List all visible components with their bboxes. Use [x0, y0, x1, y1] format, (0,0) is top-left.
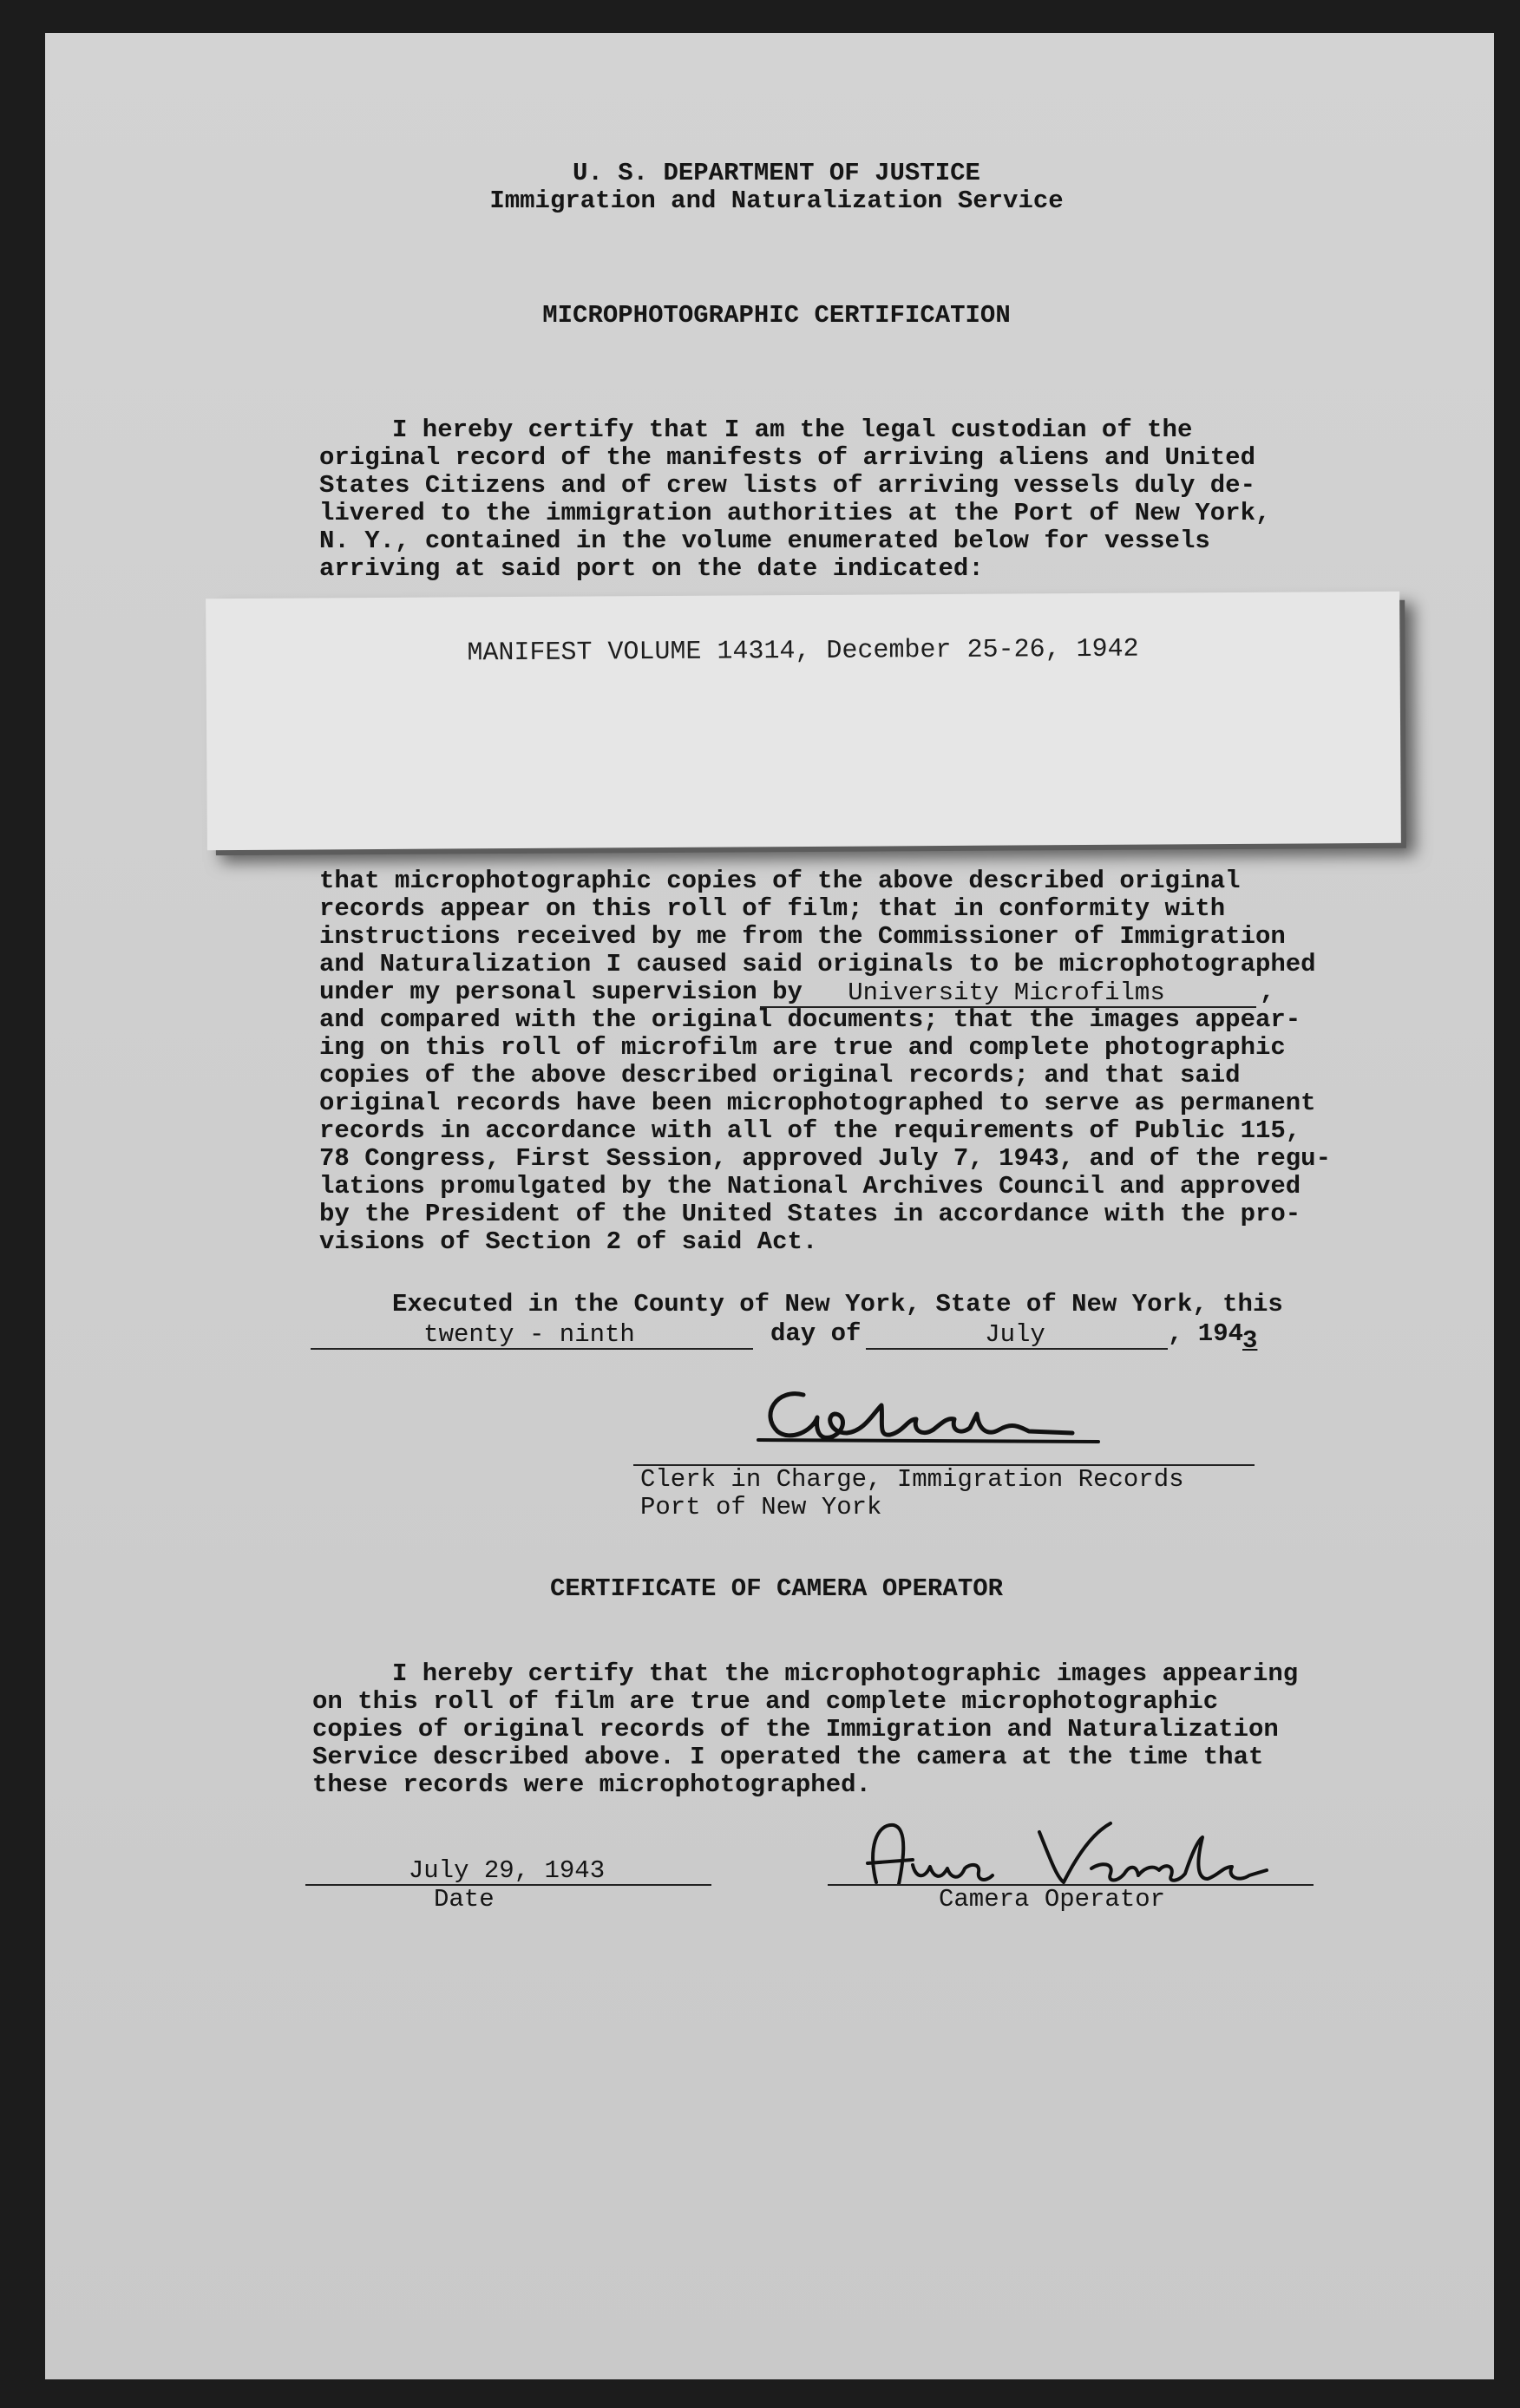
day-underline: [311, 1346, 753, 1350]
service-heading: Immigration and Naturalization Service: [489, 186, 1064, 215]
intro-line: I hereby certify that I am the legal custodian of the: [392, 416, 1193, 444]
body-line: records appear on this roll of film; that in conformity with: [319, 894, 1226, 923]
intro-line: N. Y., contained in the volume enumerated below for vessels: [319, 527, 1210, 555]
clerk-signature: [743, 1379, 1107, 1457]
intro-line: States Citizens and of crew lists of arriving vessels duly de-: [319, 471, 1255, 500]
executed-year-digit: 3: [1242, 1326, 1258, 1355]
body-line: lations promulgated by the National Archives Council and approved: [319, 1172, 1301, 1201]
supervisor-name: University Microfilms: [848, 978, 1165, 1007]
body-line: original records have been microphotographed to serve as permanent: [319, 1089, 1316, 1117]
volume-slip-text: MANIFEST VOLUME 14314, December 25-26, 1942: [467, 634, 1139, 669]
body-line: ing on this roll of microfilm are true and complete photographic: [319, 1033, 1286, 1062]
clerk-title: Clerk in Charge, Immigration Records: [640, 1465, 1184, 1494]
intro-line: arriving at said port on the date indicated:: [319, 554, 984, 583]
body-line: by the President of the United States in accordance with the pro-: [319, 1200, 1301, 1228]
department-heading: U. S. DEPARTMENT OF JUSTICE: [573, 159, 980, 187]
clerk-location: Port of New York: [640, 1493, 882, 1521]
body-line: records in accordance with all of the requirements of Public 115,: [319, 1116, 1301, 1145]
camera-line: copies of original records of the Immigration and Naturalization: [312, 1715, 1279, 1744]
executed-month: July: [985, 1320, 1045, 1349]
body-line: that microphotographic copies of the above described original: [319, 867, 1241, 895]
month-underline: [866, 1346, 1168, 1350]
executed-line: Executed in the County of New York, State of New York, this: [392, 1290, 1283, 1319]
date-label: Date: [434, 1885, 495, 1914]
body-line: copies of the above described original records; and that said: [319, 1061, 1241, 1089]
body-line: instructions received by me from the Commissioner of Immigration: [319, 922, 1286, 951]
executed-year-prefix: , 194: [1168, 1319, 1244, 1348]
camera-line: Service described above. I operated the camera at the time that: [312, 1743, 1264, 1771]
intro-line: livered to the immigration authorities at the Port of New York,: [319, 499, 1271, 527]
body-line: under my personal supervision by: [319, 978, 803, 1006]
volume-slip: [206, 592, 1401, 850]
body-line: and compared with the original documents; that the images appear-: [319, 1005, 1301, 1034]
camera-line: I hereby certify that the microphotographic images appearing: [392, 1659, 1299, 1688]
body-line: and Naturalization I caused said originals to be microphotographed: [319, 950, 1316, 978]
body-line: 78 Congress, First Session, approved July 7, 1943, and of the regu-: [319, 1144, 1331, 1173]
executed-day: twenty - ninth: [423, 1320, 635, 1349]
body-line: visions of Section 2 of said Act.: [319, 1227, 818, 1256]
camera-line: on this roll of film are true and complete microphotographic: [312, 1687, 1219, 1716]
date-value: July 29, 1943: [408, 1856, 606, 1885]
intro-line: original record of the manifests of arriving aliens and United: [319, 443, 1255, 472]
document-title: MICROPHOTOGRAPHIC CERTIFICATION: [542, 301, 1011, 330]
date-line: [305, 1882, 711, 1886]
operator-label: Camera Operator: [939, 1885, 1166, 1914]
executed-day-of: day of: [770, 1319, 862, 1348]
camera-line: these records were microphotographed.: [312, 1770, 871, 1799]
supervisor-comma: ,: [1260, 978, 1275, 1006]
camera-section-title: CERTIFICATE OF CAMERA OPERATOR: [549, 1574, 1004, 1603]
